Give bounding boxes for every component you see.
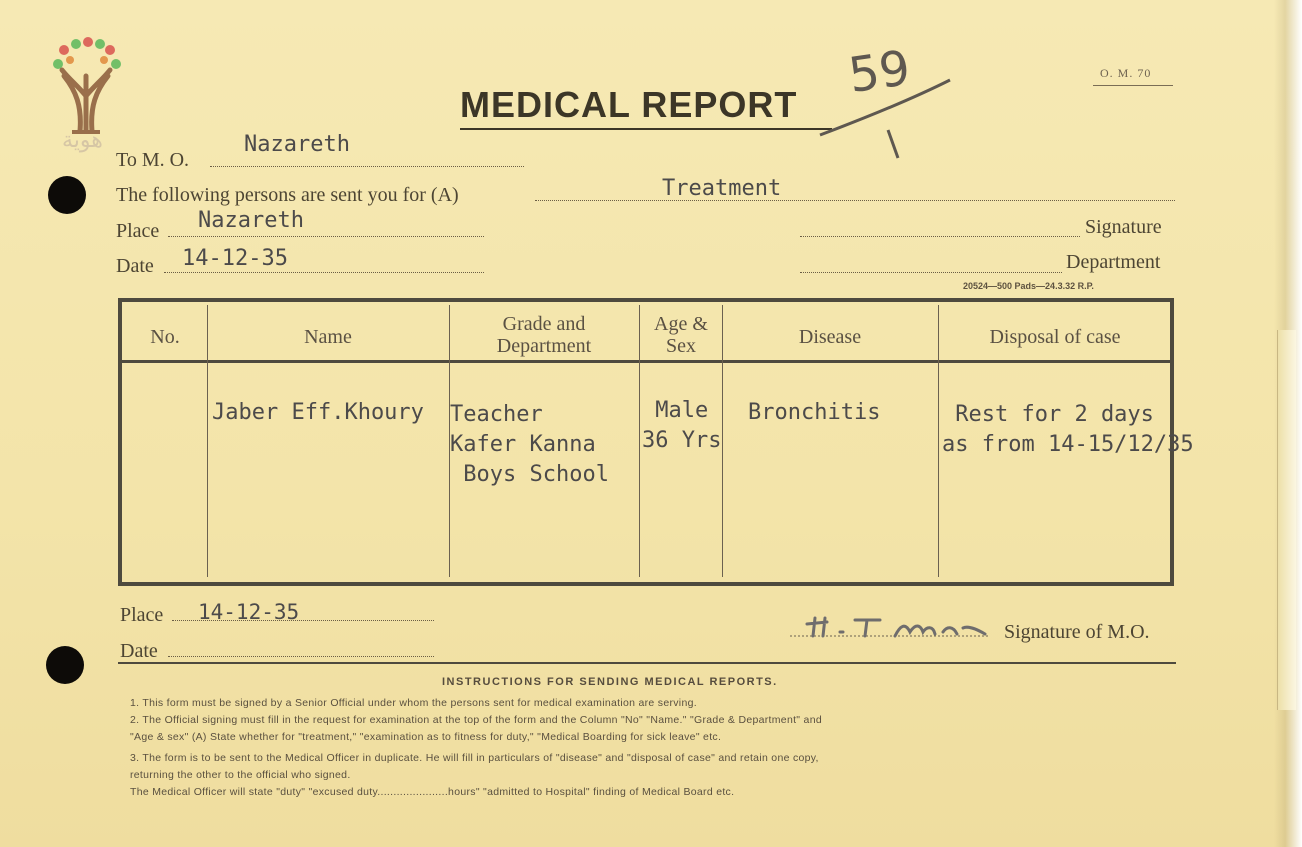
date-dots bbox=[164, 272, 484, 273]
date-value: 14-12-35 bbox=[182, 246, 288, 271]
signature-label: Signature bbox=[1085, 216, 1162, 238]
instruction-line-3: "Age & sex" (A) State whether for "treatment," "examination as to fitness for duty," "Medical Boarding for sick leave" etc. bbox=[130, 731, 722, 743]
title-underline bbox=[460, 128, 832, 130]
header-disposal: Disposal of case bbox=[989, 326, 1121, 348]
instruction-line-1: 1. This form must be signed by a Senior Official under whom the persons sent for medical examination are serving. bbox=[130, 697, 697, 709]
footer-place-label: Place bbox=[120, 604, 164, 626]
footer-date-dots bbox=[168, 656, 434, 657]
instructions-title: INSTRUCTIONS FOR SENDING MEDICAL REPORTS. bbox=[442, 676, 778, 688]
page-curl bbox=[1277, 330, 1296, 710]
cell-age-sex: Male 36 Yrs bbox=[642, 398, 722, 453]
mo-signature-label: Signature of M.O. bbox=[1004, 621, 1150, 643]
department-label: Department bbox=[1066, 251, 1161, 273]
place-value: Nazareth bbox=[198, 208, 304, 233]
mo-signature-scribble bbox=[785, 608, 995, 642]
printer-imprint: 20524—500 Pads—24.3.32 R.P. bbox=[963, 281, 1094, 291]
form-number-underline bbox=[1093, 85, 1173, 86]
department-dots bbox=[800, 272, 1062, 273]
sent-for-dots bbox=[535, 200, 1175, 201]
signature-dots bbox=[800, 236, 1080, 237]
cell-name: Jaber Eff.Khoury bbox=[212, 400, 424, 425]
instruction-line-5: returning the other to the official who signed. bbox=[130, 769, 351, 781]
header-disease: Disease bbox=[798, 326, 862, 348]
cell-disposal: Rest for 2 days as from 14-15/12/35 bbox=[942, 402, 1194, 457]
place-label: Place bbox=[116, 220, 160, 242]
header-age-2: Sex bbox=[666, 335, 696, 357]
header-age-1: Age & bbox=[654, 313, 708, 335]
header-no: No. bbox=[150, 326, 180, 348]
punch-hole-top bbox=[48, 176, 86, 214]
sent-for-value: Treatment bbox=[662, 176, 782, 201]
to-mo-label: To M. O. bbox=[116, 149, 190, 171]
date-label: Date bbox=[116, 255, 154, 277]
to-mo-dots bbox=[210, 166, 524, 167]
pencil-annotation bbox=[800, 40, 970, 170]
tree-logo-icon bbox=[50, 36, 122, 136]
table-header-rule bbox=[118, 360, 1174, 363]
header-grade-1: Grade and bbox=[502, 313, 586, 335]
pencil-number: 59 bbox=[845, 40, 914, 104]
form-number: O. M. 70 bbox=[1100, 66, 1152, 80]
sent-for-label: The following persons are sent you for (A) bbox=[116, 184, 459, 206]
instructions-separator bbox=[118, 662, 1176, 664]
page-title: MEDICAL REPORT bbox=[460, 84, 798, 125]
header-name: Name bbox=[304, 326, 352, 348]
cell-disease: Bronchitis bbox=[748, 400, 881, 425]
footer-place-value: 14-12-35 bbox=[198, 600, 300, 624]
to-mo-value: Nazareth bbox=[244, 132, 350, 157]
header-grade-2: Department bbox=[496, 335, 592, 357]
pencil-sub: 1 bbox=[800, 40, 801, 41]
instruction-line-4: 3. The form is to be sent to the Medical Officer in duplicate. He will fill in particulars of "disease" and "disposal of case" and retain one copy, bbox=[130, 752, 819, 764]
footer-date-label: Date bbox=[120, 640, 158, 662]
watermark-text: هوية bbox=[62, 128, 103, 153]
cell-grade: Teacher Kafer Kanna Boys School bbox=[450, 402, 609, 487]
instruction-line-2: 2. The Official signing must fill in the request for examination at the top of the form and the Column "No" "Name." "Grade & Department" and bbox=[130, 714, 822, 726]
instruction-line-6: The Medical Officer will state "duty" "excused duty......................hours" "admitted to Hospital" finding of Medical Board etc. bbox=[130, 786, 735, 798]
punch-hole-bottom bbox=[46, 646, 84, 684]
place-dots bbox=[168, 236, 484, 237]
